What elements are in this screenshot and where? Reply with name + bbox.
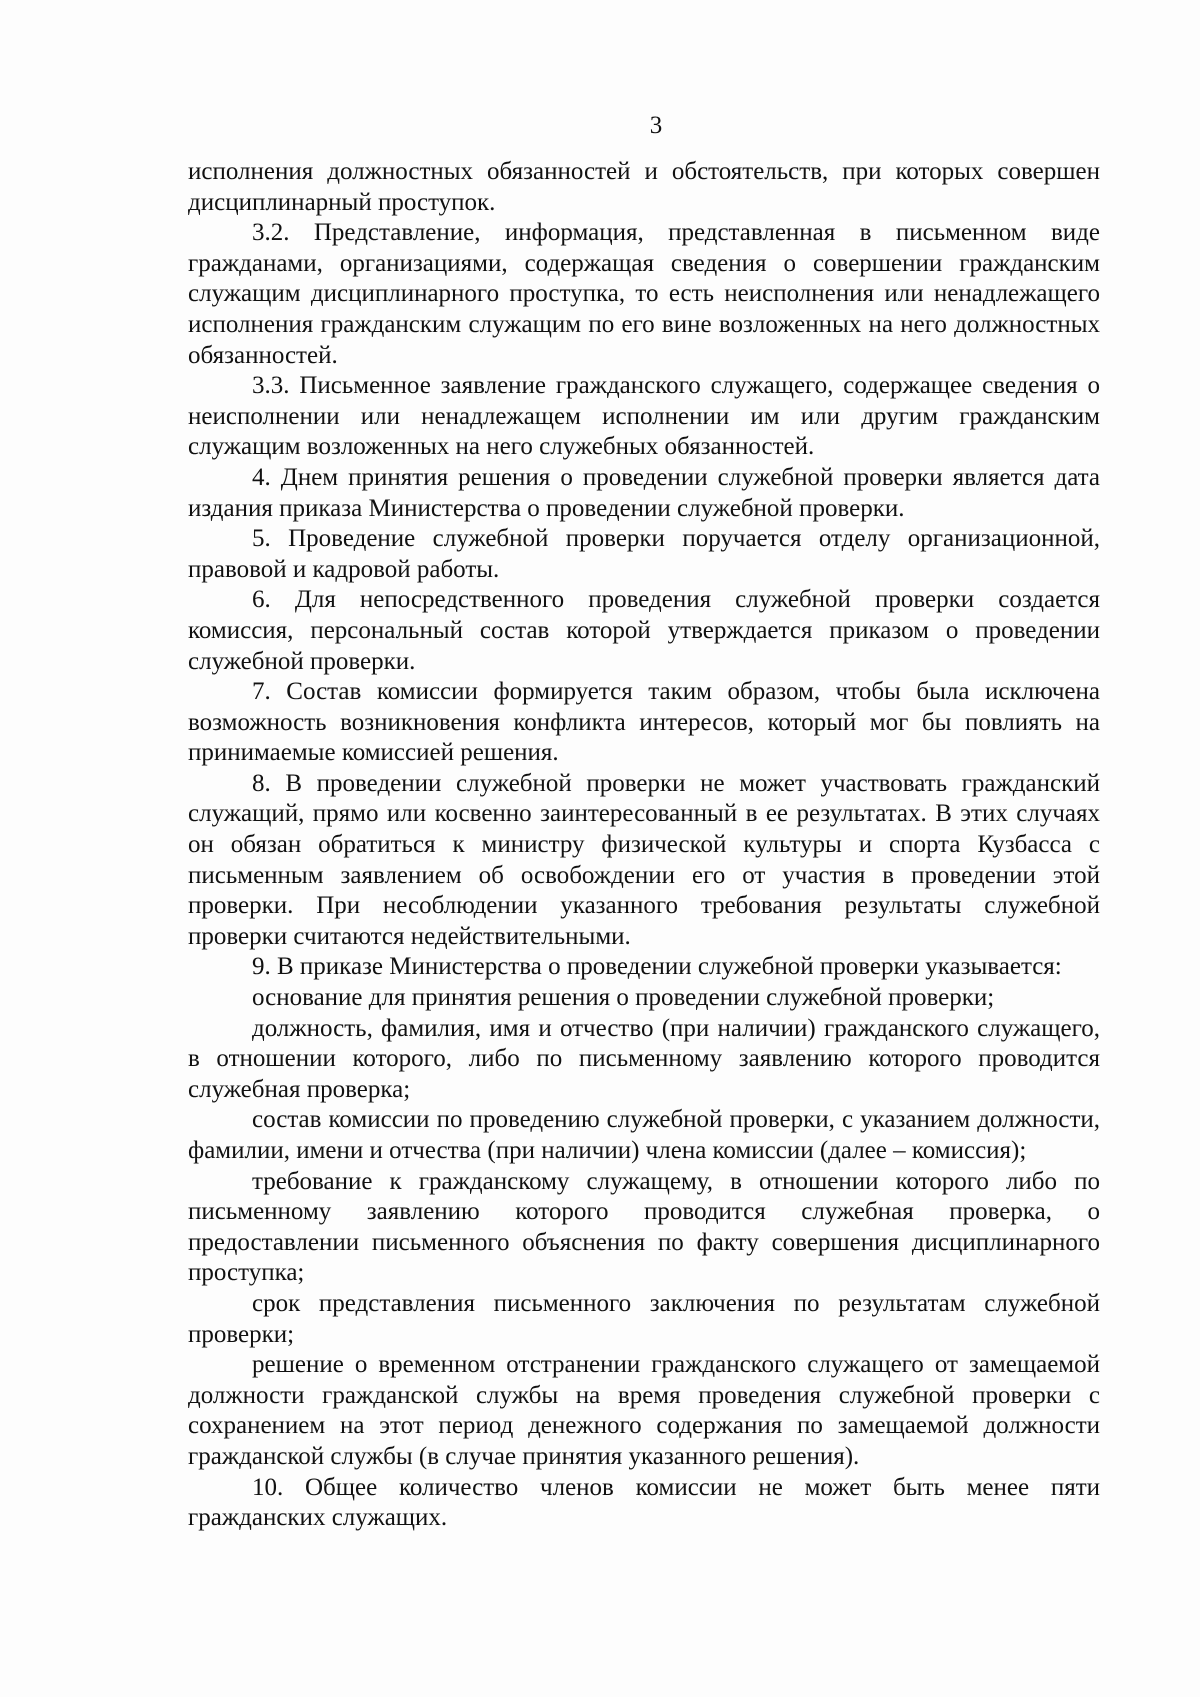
paragraph-5: 5. Проведение служебной проверки поручается отделу организационной, правовой и кадровой работы. (188, 525, 1100, 583)
paragraph-3-2: 3.2. Представление, информация, представленная в письменном виде гражданами, организациями, содержащая сведения о совершении гражданским служащим дисциплинарного проступка, то есть неисполнения или ненадлежащего исполнения гражданским служащим по его вине возложенных на него должностных обязанностей. (188, 219, 1100, 369)
list-item-position-name: должность, фамилия, имя и отчество (при наличии) гражданского служащего, в отношении которого, либо по письменному заявлению которого проводится служебная проверка; (188, 1014, 1100, 1103)
list-item-suspension: решение о временном отстранении гражданского служащего от замещаемой должности гражданской службы на время проведения служебной проверки с сохранением на этот период денежного содержания по замещаемой должности гражданской службы (в случае принятия указанного решения). (188, 1351, 1100, 1470)
paragraph-8: 8. В проведении служебной проверки не может участвовать гражданский служащий, прямо или косвенно заинтересованный в ее результатах. В этих случаях он обязан обратиться к министру физической культуры и спорта Кузбасса с письменным заявлением об освобождении его от участия в проведении этой проверки. При несоблюдении указанного требования результаты служебной проверки считаются недействительными. (188, 769, 1100, 950)
paragraph-continuation: исполнения должностных обязанностей и обстоятельств, при которых совершен дисциплинарный проступок. (188, 158, 1100, 216)
list-item-commission: состав комиссии по проведению служебной проверки, с указанием должности, фамилии, имени и отчества (при наличии) члена комиссии (далее – комиссия); (188, 1106, 1100, 1164)
paragraph-6: 6. Для непосредственного проведения служебной проверки создается комиссия, персональный состав которой утверждается приказом о проведении служебной проверки. (188, 586, 1100, 675)
paragraph-10: 10. Общее количество членов комиссии не может быть менее пяти гражданских служащих. (188, 1473, 1100, 1532)
document-body (188, 157, 1100, 1534)
list-item-deadline: срок представления письменного заключения по результатам служебной проверки; (188, 1289, 1100, 1348)
list-item-explanation: требование к гражданскому служащему, в отношении которого либо по письменному заявлению которого проводится служебная проверка, о предоставлении письменного объяснения по факту совершения дисциплинарного проступка; (188, 1167, 1100, 1287)
paragraph-4: 4. Днем принятия решения о проведении служебной проверки является дата издания приказа Министерства о проведении служебной проверки. (188, 463, 1100, 522)
list-item-basis: основание для принятия решения о проведении служебной проверки; (252, 984, 995, 1012)
page-number: 3 (649, 112, 663, 139)
paragraph-3-3: 3.3. Письменное заявление гражданского служащего, содержащее сведения о неисполнении или ненадлежащем исполнении им или другим гражданским служащим возложенных на него служебных обязанностей. (188, 372, 1100, 461)
paragraph-9: 9. В приказе Министерства о проведении служебной проверки указывается: (252, 953, 1062, 981)
paragraph-7: 7. Состав комиссии формируется таким образом, чтобы была исключена возможность возникновения конфликта интересов, который мог бы повлиять на принимаемые комиссией решения. (188, 678, 1100, 767)
